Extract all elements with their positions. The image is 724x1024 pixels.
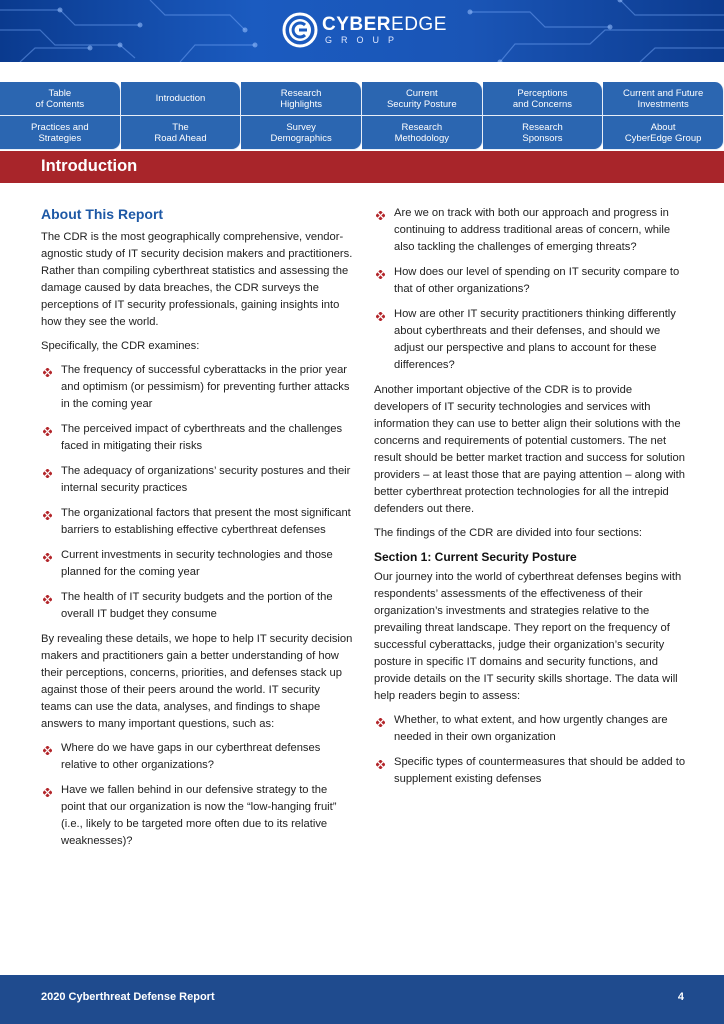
diamond-bullet-icon bbox=[43, 551, 52, 560]
nav-tab-table-of-contents[interactable]: Table of Contents bbox=[0, 82, 121, 116]
examines-lead: Specifically, the CDR examines: bbox=[41, 340, 200, 352]
revealing-paragraph: By revealing these details, we hope to help IT security decision makers and practitioners gain a better understanding of how their perceptions, concerns, priorities, and defenses stack up against those of their peers around the world. IT security teams can use the data, analyses, and findings to shape answers to many important questions, such as: bbox=[41, 633, 353, 730]
list-item-text: The health of IT security budgets and the portion of the overall IT budget they consume bbox=[61, 591, 333, 620]
diamond-bullet-icon bbox=[43, 467, 52, 476]
list-item bbox=[374, 712, 686, 746]
list-item-text: The adequacy of organizations’ security postures and their internal security practices bbox=[61, 465, 351, 494]
list-item bbox=[41, 505, 353, 539]
section-1-paragraph: Our journey into the world of cyberthreat defenses begins with respondents’ assessments of the effectiveness of their organization’s investments and strategies relative to the prevailing threat landscape. They report on the frequency of successful cyberattacks, judge their organization’s security posture in specific IT domains and security functions, and provide details on the IT security skills shortage. The data will help readers begin to assess: bbox=[374, 571, 682, 702]
header-banner bbox=[0, 0, 724, 62]
list-item bbox=[41, 547, 353, 581]
questions-list-right bbox=[374, 205, 686, 374]
nav-tab-research-highlights[interactable]: Research Highlights bbox=[241, 82, 362, 116]
diamond-bullet-icon bbox=[43, 425, 52, 434]
cyberedge-logo bbox=[282, 10, 447, 50]
nav-row-1 bbox=[0, 82, 724, 116]
list-item-text: Specific types of countermeasures that should be added to supplement existing defenses bbox=[394, 756, 686, 785]
diamond-bullet-icon bbox=[376, 209, 385, 218]
list-item-text: Current investments in security technologies and those planned for the coming year bbox=[61, 549, 333, 578]
diamond-bullet-icon bbox=[376, 716, 385, 725]
diamond-bullet-icon bbox=[43, 786, 52, 795]
examines-list bbox=[41, 362, 353, 623]
page-title: Introduction bbox=[41, 157, 138, 175]
footer-page-number: 4 bbox=[677, 991, 684, 1003]
list-item bbox=[374, 754, 686, 788]
nav-tab-survey-demographics[interactable]: Survey Demographics bbox=[241, 116, 362, 150]
brand-sub: GROUP bbox=[325, 35, 404, 45]
footer-report-title: 2020 Cyberthreat Defense Report bbox=[41, 991, 215, 1003]
list-item-text: How are other IT security practitioners thinking differently about cyberthreats and their defenses, and should we adjust our perspective and plans to account for these differences? bbox=[394, 308, 676, 371]
right-column bbox=[374, 205, 686, 796]
diamond-bullet-icon bbox=[43, 744, 52, 753]
list-item-text: Are we on track with both our approach and progress in continuing to address traditional areas of concern, while also tackling the challenges of emerging threats? bbox=[394, 207, 671, 253]
page-footer bbox=[0, 975, 724, 1024]
nav-tab-about-cyberedge-group[interactable]: About CyberEdge Group bbox=[603, 116, 724, 150]
list-item bbox=[41, 463, 353, 497]
list-item bbox=[41, 421, 353, 455]
brand-name-bold: CYBER bbox=[322, 14, 392, 35]
diamond-bullet-icon bbox=[376, 268, 385, 277]
section-navigation bbox=[0, 82, 724, 150]
left-column bbox=[41, 205, 353, 858]
section-1-heading: Section 1: Current Security Posture bbox=[374, 550, 577, 564]
logo-text bbox=[322, 15, 447, 45]
list-item bbox=[41, 362, 353, 413]
list-item bbox=[41, 740, 353, 774]
diamond-bullet-icon bbox=[43, 593, 52, 602]
diamond-bullet-icon bbox=[43, 366, 52, 375]
nav-row-2 bbox=[0, 116, 724, 150]
list-item-text: The perceived impact of cyberthreats and the challenges faced in mitigating their risks bbox=[61, 423, 343, 452]
nav-tab-research-methodology[interactable]: Research Methodology bbox=[362, 116, 483, 150]
nav-tab-current-and-future-investments[interactable]: Current and Future Investments bbox=[603, 82, 724, 116]
questions-list-left bbox=[41, 740, 353, 850]
list-item bbox=[41, 782, 353, 850]
nav-tab-introduction[interactable]: Introduction bbox=[121, 82, 242, 116]
nav-tab-practices-and-strategies[interactable]: Practices and Strategies bbox=[0, 116, 121, 150]
objective-paragraph: Another important objective of the CDR is to provide developers of IT security technologies and services with information they can use to better align their solutions with the concerns and requirements of potential customers. The net result should be better market traction and success for solution providers – at least those that are paying attention – along with better cyberthreat protection technologies for all the intrepid defenders out there. bbox=[374, 384, 685, 515]
nav-tab-perceptions-and-concerns[interactable]: Perceptions and Concerns bbox=[483, 82, 604, 116]
diamond-bullet-icon bbox=[43, 509, 52, 518]
about-heading: About This Report bbox=[41, 206, 164, 222]
cyberedge-logo-icon bbox=[282, 12, 318, 48]
brand-name bbox=[322, 15, 447, 34]
list-item-text: Where do we have gaps in our cyberthreat defenses relative to other organizations? bbox=[61, 742, 321, 771]
list-item-text: Have we fallen behind in our defensive strategy to the point that our organization is now the “low-hanging fruit” (i.e., likely to be targeted more often due to its relative weaknesses)? bbox=[61, 784, 337, 847]
assess-list bbox=[374, 712, 686, 788]
list-item-text: The organizational factors that present the most significant barriers to establishing effective cyberthreat defenses bbox=[61, 507, 351, 536]
diamond-bullet-icon bbox=[376, 310, 385, 319]
diamond-bullet-icon bbox=[376, 758, 385, 767]
list-item bbox=[374, 264, 686, 298]
page-title-bar bbox=[0, 151, 724, 183]
nav-tab-current-security-posture[interactable]: Current Security Posture bbox=[362, 82, 483, 116]
brand-name-light: EDGE bbox=[391, 14, 447, 35]
list-item-text: The frequency of successful cyberattacks in the prior year and optimism (or pessimism) for preventing further attacks in the coming year bbox=[61, 364, 350, 410]
list-item-text: How does our level of spending on IT security compare to that of other organizations? bbox=[394, 266, 680, 295]
intro-paragraph: The CDR is the most geographically comprehensive, vendor-agnostic study of IT security decision makers and practitioners. Rather than compiling cyberthreat statistics and assessing the damage caused by data breaches, the CDR surveys the perceptions of IT security professionals, gaining insights into how they see the world. bbox=[41, 231, 353, 328]
sections-lead: The findings of the CDR are divided into four sections: bbox=[374, 527, 643, 539]
list-item-text: Whether, to what extent, and how urgently changes are needed in their own organization bbox=[394, 714, 668, 743]
nav-tab-research-sponsors[interactable]: Research Sponsors bbox=[483, 116, 604, 150]
list-item bbox=[41, 589, 353, 623]
list-item bbox=[374, 205, 686, 256]
list-item bbox=[374, 306, 686, 374]
nav-tab-the-road-ahead[interactable]: The Road Ahead bbox=[121, 116, 242, 150]
